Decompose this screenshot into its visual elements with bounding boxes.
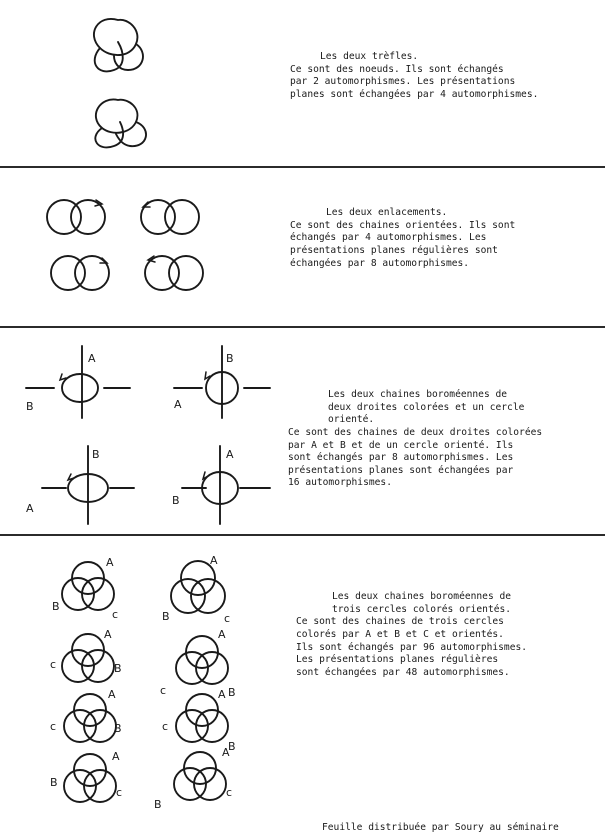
label-b: B — [114, 662, 122, 675]
label-b: B — [172, 494, 180, 507]
trefoils-text — [290, 26, 538, 127]
borromean-lines-4 — [170, 438, 282, 530]
label-b: B — [52, 600, 60, 613]
label-a: A — [88, 352, 96, 365]
label-a: A — [174, 398, 182, 411]
borromean-rings-2 — [156, 554, 246, 626]
borromean-lines-1 — [22, 340, 134, 424]
borromean-rings-7 — [46, 744, 136, 812]
label-c: c — [226, 786, 233, 799]
label-b: B — [114, 722, 122, 735]
borromean-lines-title: Les deux chaines boroméennes de deux droites colorées et un cercle orienté. — [328, 389, 525, 426]
label-c: c — [160, 684, 167, 697]
label-a: A — [222, 746, 230, 759]
borromean-rings-1 — [46, 554, 136, 622]
borromean-circles-title: Les deux chaines boroméennes de trois cercles colorés orientés. — [332, 591, 512, 615]
label-b: B — [228, 740, 236, 753]
label-b: B — [228, 686, 236, 699]
label-c: c — [162, 720, 169, 733]
section-trefoils — [0, 0, 605, 165]
hopf-link-2 — [134, 192, 206, 242]
links-text — [290, 182, 515, 295]
borromean-circles-text — [296, 566, 527, 705]
label-b: B — [50, 776, 58, 789]
borromean-circles-body: Ce sont des chaines de trois cercles colorés par A et B et C et orientés. Ils sont échangés par 96 automorphismes. Les présentations planes régulières sont échangées par 48 automorphismes. — [296, 616, 528, 678]
label-a: A — [112, 750, 120, 763]
label-b: B — [162, 610, 170, 623]
borromean-lines-2 — [170, 340, 282, 424]
label-a: A — [218, 688, 226, 701]
label-a: A — [210, 554, 218, 567]
borromean-lines-body: Ce sont des chaines de deux droites colorées par A et B et de un cercle orienté. Ils sont échangés par 8 automorphismes. Les présentations planes sont échangées par 16 automorphismes. — [288, 426, 543, 489]
label-a: A — [226, 448, 234, 461]
links-body: Ce sont des chaines orientées. Ils sont échangés par 4 automorphismes. Les présentations planes régulières sont échangées par 8 automorphismes. — [290, 219, 516, 269]
label-c: c — [112, 608, 119, 621]
label-a: A — [218, 628, 226, 641]
borromean-rings-8 — [154, 742, 246, 814]
trefoil-figure-bottom — [80, 92, 160, 154]
borromean-lines-3 — [22, 438, 134, 530]
section-links — [0, 168, 605, 326]
label-c: c — [116, 786, 123, 799]
label-a: A — [106, 556, 114, 569]
trefoils-body: Ce sont des noeuds. Ils sont échangés par 2 automorphismes. Les présentations planes sont échangées par 4 automorphismes. — [290, 63, 539, 100]
label-a: A — [108, 688, 116, 701]
section-borromean-lines — [0, 328, 605, 534]
links-title: Les deux enlacements. — [326, 207, 448, 219]
borromean-lines-text — [288, 364, 542, 515]
hopf-link-3 — [44, 248, 116, 298]
label-c: c — [224, 612, 231, 625]
label-c: c — [50, 720, 57, 733]
label-a: A — [104, 628, 112, 641]
hopf-link-4 — [138, 248, 210, 298]
footer-note: Feuille distribuée par Soury au séminaire — [322, 822, 559, 833]
trefoil-figure-top — [78, 12, 158, 80]
trefoils-title: Les deux trèfles. — [320, 51, 419, 63]
section-borromean-circles — [0, 536, 605, 816]
label-b: B — [92, 448, 100, 461]
label-b: B — [26, 400, 34, 413]
label-b: B — [226, 352, 234, 365]
hopf-link-1 — [40, 192, 112, 242]
label-b: B — [154, 798, 162, 811]
label-a: A — [26, 502, 34, 515]
label-c: c — [50, 658, 57, 671]
